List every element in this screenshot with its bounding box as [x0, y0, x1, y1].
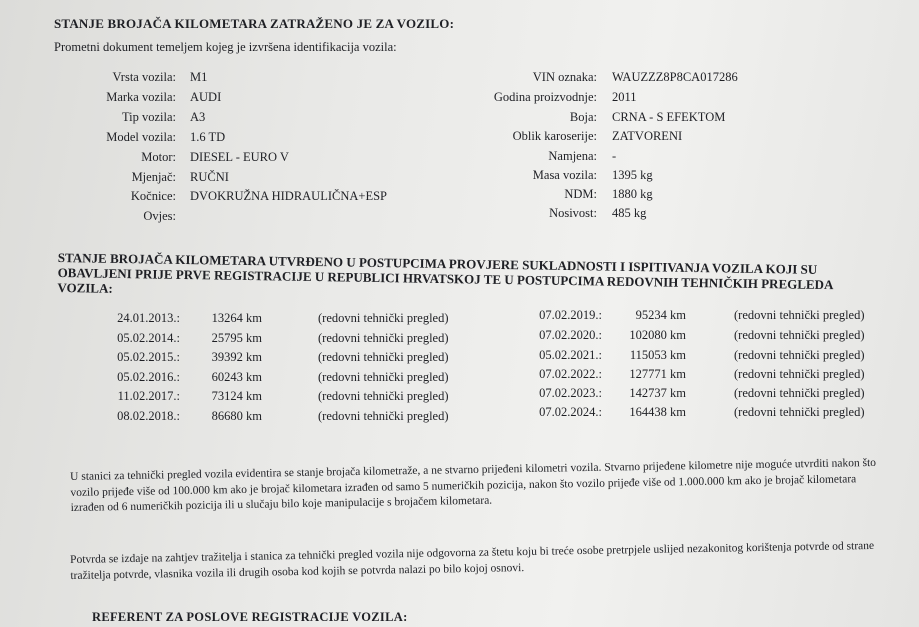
reading-note: (redovni tehnički pregled) — [318, 331, 449, 345]
field-label: NDM: — [564, 187, 597, 201]
field-label: Godina proizvodnje: — [493, 90, 597, 104]
reading-date: 05.02.2014.: — [117, 331, 180, 345]
odometer-disclaimer: U stanici za tehnički pregled vozila evidentira se stanje brojača kilometraže, a ne stvarno prijeđeni kilometri vozila. Stvarno prijeđene kilometre nije moguće utvrditi nakon što vozilo prijeđe više od 100.000 km ako je brojač kilometara izrađen od samo 5 numeričkih pozicija, nakon što vozilo prijeđe više od 1.000.000 km ako je brojač kilometara izrađen od 6 numeričkih pozicija ili u slučaju bilo koje manipulacije s brojačem kilometara. — [70, 456, 877, 514]
field-label: Ovjes: — [143, 209, 176, 223]
field-value: - — [612, 149, 617, 163]
reading-note: (redovni tehnički pregled) — [318, 311, 449, 325]
document-subheading: Prometni dokument temeljem kojeg je izvršena identifikacija vozila: — [54, 40, 397, 54]
signatory-title: REFERENT ZA POSLOVE REGISTRACIJE VOZILA: — [92, 610, 408, 624]
field-label: Tip vozila: — [121, 110, 176, 124]
reading-km: 60243 km — [211, 370, 262, 384]
reading-km: 73124 km — [211, 389, 262, 403]
reading-note: (redovni tehnički pregled) — [734, 405, 865, 419]
reading-date: 08.02.2018.: — [117, 409, 180, 423]
field-value: DIESEL - EURO V — [190, 150, 289, 164]
field-label: Motor: — [141, 150, 176, 164]
field-value: RUČNI — [190, 170, 229, 184]
reading-note: (redovni tehnički pregled) — [318, 409, 449, 423]
field-label: VIN oznaka: — [532, 70, 597, 84]
field-label: Mjenjač: — [131, 170, 176, 184]
reading-date: 07.02.2023.: — [539, 386, 602, 400]
field-label: Namjena: — [548, 149, 597, 163]
reading-km: 39392 km — [211, 350, 262, 364]
field-label: Kočnice: — [130, 189, 176, 203]
reading-note: (redovni tehnički pregled) — [734, 386, 865, 400]
field-value: DVOKRUŽNA HIDRAULIČNA+ESP — [190, 189, 387, 203]
field-value: CRNA - S EFEKTOM — [612, 110, 726, 124]
document-heading: STANJE BROJAČA KILOMETARA ZATRAŽENO JE ZA VOZILO: — [54, 16, 455, 31]
field-value: 1.6 TD — [190, 130, 226, 144]
reading-note: (redovni tehnički pregled) — [734, 367, 865, 381]
field-label: Oblik karoserije: — [512, 129, 597, 143]
reading-date: 11.02.2017.: — [117, 389, 180, 403]
reading-date: 07.02.2020.: — [539, 328, 602, 342]
field-value: AUDI — [190, 90, 222, 104]
reading-date: 05.02.2015.: — [117, 350, 180, 364]
field-label: Boja: — [569, 110, 597, 124]
field-value: ZATVORENI — [612, 129, 683, 143]
liability-notice: Potvrda se izdaje na zahtjev tražitelja i stanica za tehnički pregled vozila nije odgovorna za štetu koju bi treće osobe pretrpjele uslijed nezakonitog korištenja potvrde od strane tražitelja potvrde, vlasnika vozila ili drugih osoba kod kojih se potvrda nalazi po bilo kojoj osnovi. — [70, 539, 875, 582]
odometer-section-heading: STANJE BROJAČA KILOMETARA UTVRĐENO U POSTUPCIMA PROVJERE SUKLADNOSTI I ISPITIVANJA VOZILA KOJI SU OBAVLJENI PRIJE PRVE REGISTRACIJE U REPUBLICI HRVATSKOJ TE U POSTUPCIMA REDOVNIH TEHNIČKIH PREGLEDA VOZILA: — [57, 250, 833, 296]
reading-km: 13264 km — [211, 311, 262, 325]
reading-date: 07.02.2019.: — [539, 308, 602, 322]
field-value: A3 — [190, 110, 206, 124]
reading-km: 127771 km — [629, 367, 686, 381]
reading-km: 142737 km — [629, 386, 686, 400]
reading-date: 07.02.2024.: — [539, 405, 602, 419]
reading-km: 102080 km — [629, 328, 686, 342]
field-value: 1880 kg — [612, 187, 653, 201]
reading-note: (redovni tehnički pregled) — [734, 328, 865, 342]
field-value: 1395 kg — [612, 168, 653, 182]
reading-km: 115053 km — [629, 348, 686, 362]
reading-km: 164438 km — [629, 405, 686, 419]
reading-km: 86680 km — [211, 409, 262, 423]
field-value: 2011 — [612, 90, 637, 104]
reading-date: 05.02.2021.: — [539, 348, 602, 362]
field-value: WAUZZZ8P8CA017286 — [612, 70, 738, 84]
reading-note: (redovni tehnički pregled) — [734, 348, 865, 362]
field-label: Nosivost: — [549, 206, 597, 220]
reading-date: 07.02.2022.: — [539, 367, 602, 381]
reading-km: 95234 km — [635, 308, 686, 322]
reading-note: (redovni tehnički pregled) — [318, 370, 449, 384]
reading-km: 25795 km — [211, 331, 262, 345]
reading-date: 24.01.2013.: — [117, 311, 180, 325]
reading-note: (redovni tehnički pregled) — [318, 389, 449, 403]
reading-date: 05.02.2016.: — [117, 370, 180, 384]
field-label: Marka vozila: — [106, 90, 176, 104]
field-label: Masa vozila: — [532, 168, 597, 182]
field-value: 485 kg — [612, 206, 647, 220]
field-label: Vrsta vozila: — [112, 70, 176, 84]
field-label: Model vozila: — [106, 130, 176, 144]
field-value: M1 — [190, 70, 208, 84]
reading-note: (redovni tehnički pregled) — [734, 308, 865, 322]
reading-note: (redovni tehnički pregled) — [318, 350, 449, 364]
